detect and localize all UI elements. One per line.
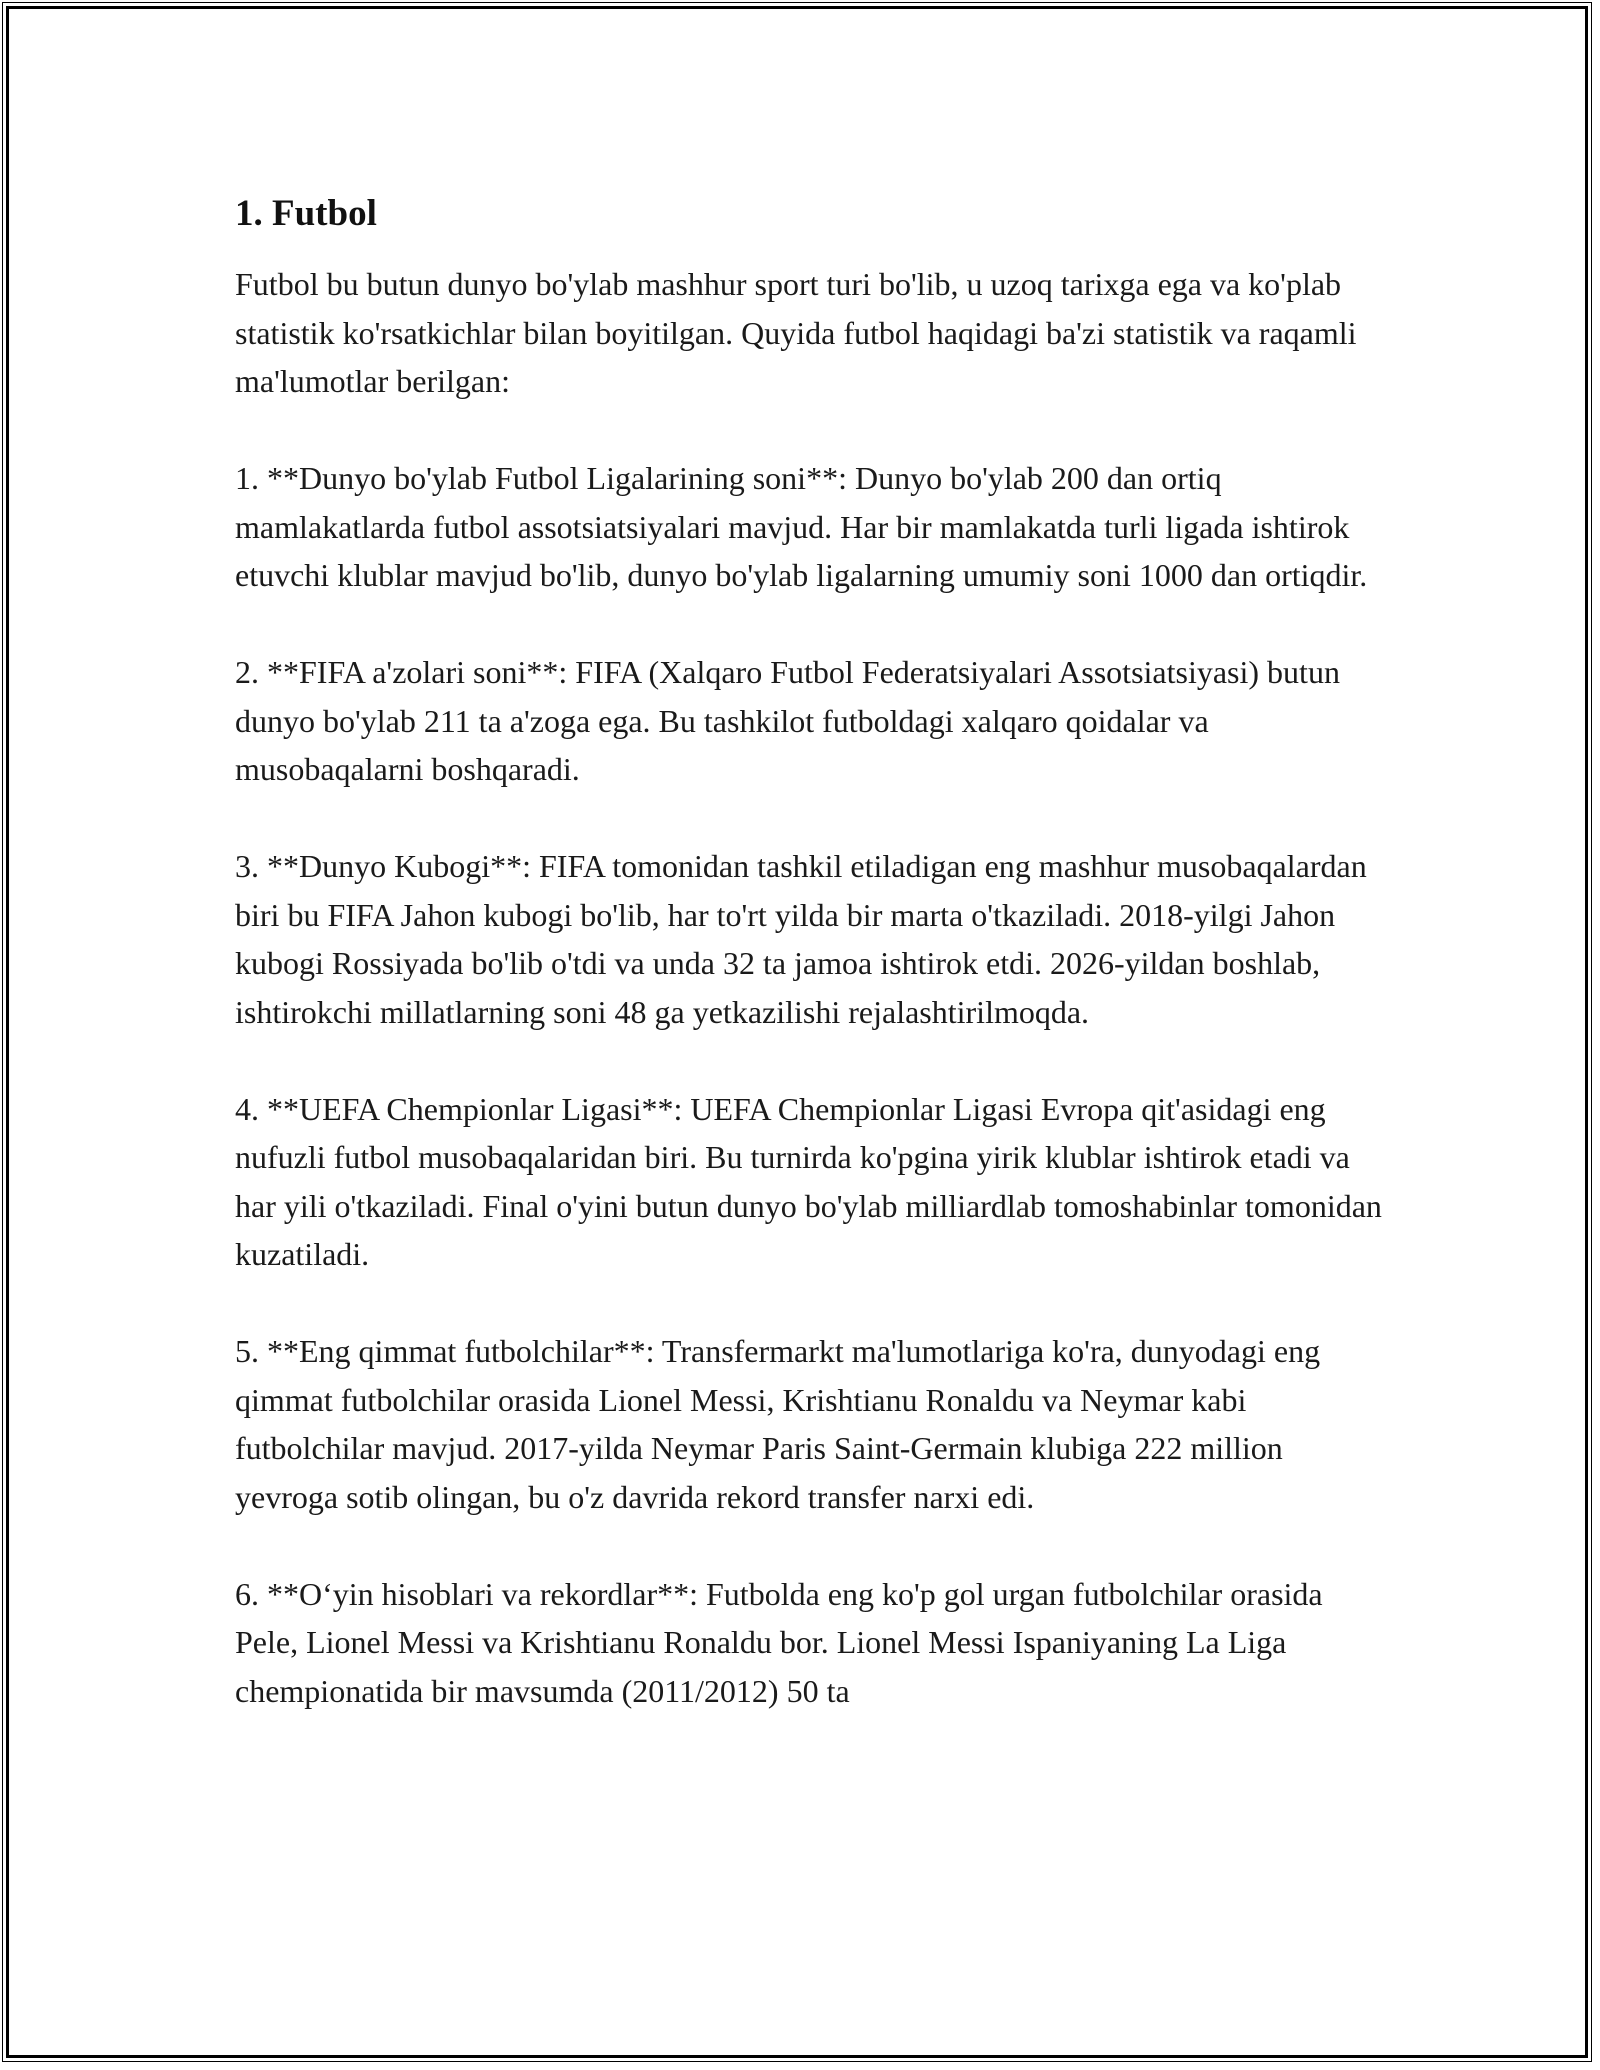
paragraph-fifa-members: 2. **FIFA a'zolari soni**: FIFA (Xalqaro Futbol Federatsiyalari Assotsiatsiyasi) butun dunyo bo'ylab 211 ta a'zoga ega. Bu tashkilot futboldagi xalqaro qoidalar va musobaqalarni boshqaradi.: [235, 654, 1340, 787]
document-body: [235, 188, 1385, 1764]
paragraph-champions-league: 4. **UEFA Chempionlar Ligasi**: UEFA Chempionlar Ligasi Evropa qit'asidagi eng nufuzli futbol musobaqalaridan biri. Bu turnirda ko'pgina yirik klublar ishtirok etadi va har yili o'tkaziladi. Final o'yini butun dunyo bo'ylab milliardlab tomoshabinlar tomonidan kuzatiladi.: [235, 1090, 1382, 1272]
paragraph-world-cup: 3. **Dunyo Kubogi**: FIFA tomonidan tashkil etiladigan eng mashhur musobaqalardan biri bu FIFA Jahon kubogi bo'lib, har to'rt yilda bir marta o'tkaziladi. 2018-yilgi Jahon kubogi Rossiyada bo'lib o'tdi va unda 32 ta jamoa ishtirok etdi. 2026-yildan boshlab, ishtirokchi millatlarning soni 48 ga yetkazilishi rejalashtirilmoqda.: [235, 848, 1367, 1030]
intro-paragraph: Futbol bu butun dunyo bo'ylab mashhur sport turi bo'lib, u uzoq tarixga ega va ko'plab statistik ko'rsatkichlar bilan boyitilgan. Quyida futbol haqidagi ba'zi statistik va raqamli ma'lumotlar berilgan:: [235, 266, 1357, 399]
paragraph-records: 6. **O‘yin hisoblari va rekordlar**: Futbolda eng ko'p gol urgan futbolchilar orasida Pele, Lionel Messi va Krishtianu Ronaldu bor. Lionel Messi Ispaniyaning La Liga chempionatida bir mavsumda (2011/2012) 50 ta: [235, 1575, 1323, 1709]
paragraph-expensive-players: 5. **Eng qimmat futbolchilar**: Transfermarkt ma'lumotlariga ko'ra, dunyodagi eng qimmat futbolchilar orasida Lionel Messi, Krishtianu Ronaldu va Neymar kabi futbolchilar mavjud. 2017-yilda Neymar Paris Saint-Germain klubiga 222 million yevroga sotib olingan, bu o'z davrida rekord transfer narxi edi.: [235, 1333, 1321, 1515]
section-heading: 1. Futbol: [235, 193, 377, 234]
paragraph-leagues: 1. **Dunyo bo'ylab Futbol Ligalarining soni**: Dunyo bo'ylab 200 dan ortiq mamlakatlarda futbol assotsiatsiyalari mavjud. Har bir mamlakatda turli ligada ishtirok etuvchi klublar mavjud bo'lib, dunyo bo'ylab ligalarning umumiy soni 1000 dan ortiqdir.: [235, 460, 1368, 593]
